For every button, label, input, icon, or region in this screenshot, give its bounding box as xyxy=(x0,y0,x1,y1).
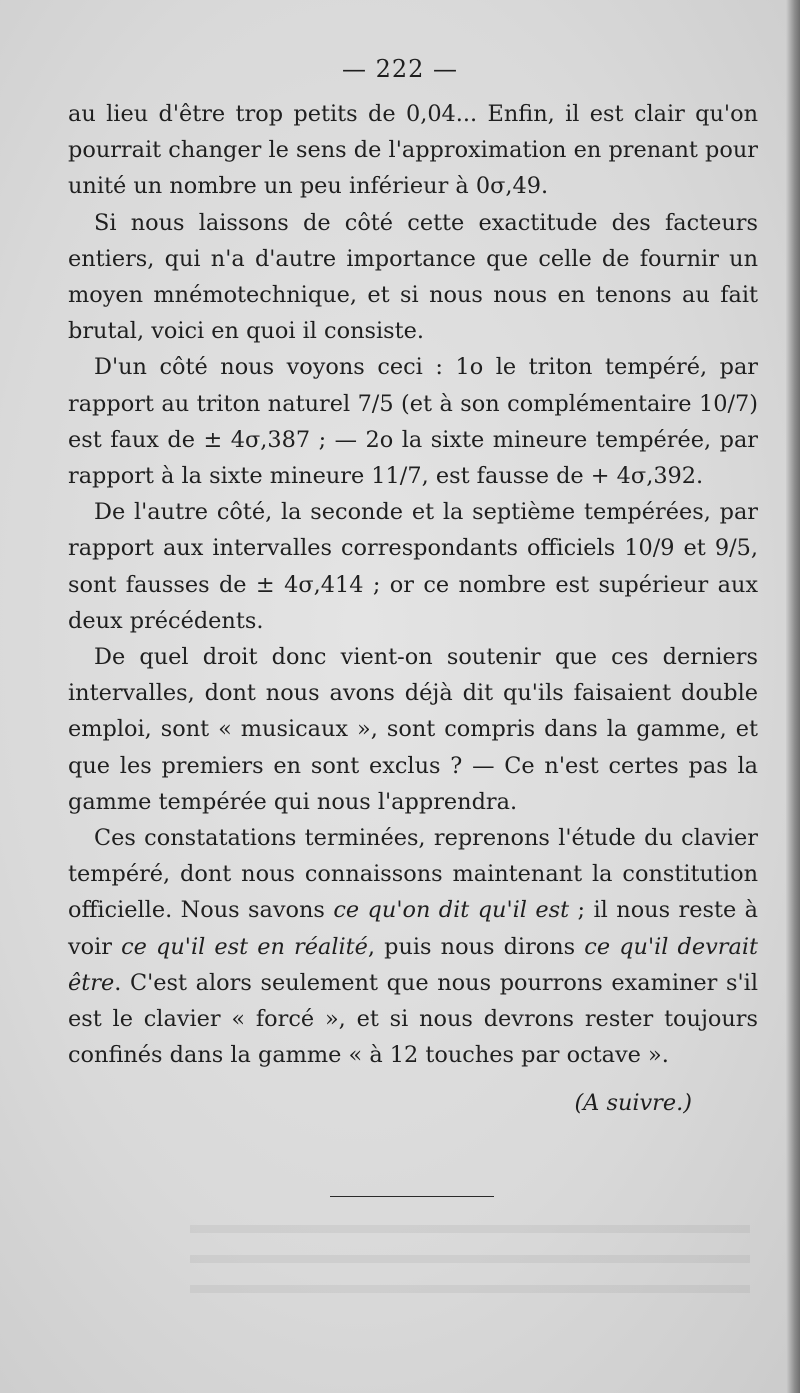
paragraph-4: De l'autre côté, la seconde et la septième tempérées, par rapport aux intervalles correspondants officiels 10/9 et 9/5, sont fausses de ± 4σ,414 ; or ce nombre est supérieur aux deux précédents. xyxy=(68,499,758,634)
paragraph-6-part-2: ; il nous reste à voir xyxy=(68,897,758,960)
paragraph-6-part-1: Ces constatations terminées, reprenons l'étude du clavier tempéré, dont nous connaissons maintenant la constitution officielle. Nous savons xyxy=(68,825,758,924)
paragraph-3: D'un côté nous voyons ceci : 1o le triton tempéré, par rapport au triton naturel 7/5 (et à son complémentaire 10/7) est faux de ± 4σ,387 ; — 2o la sixte mineure tempérée, par rapport à la sixte mineure 11/7, est fausse de + 4σ,392. xyxy=(68,354,758,490)
paragraph-6-part-3: , puis nous dirons xyxy=(367,933,585,960)
end-rule xyxy=(330,1196,494,1197)
paragraph-6-italic-1: ce qu'on dit qu'il est xyxy=(333,897,570,924)
paragraph-6-italic-2: ce qu'il est en réalité xyxy=(121,933,368,960)
paragraph-6 xyxy=(68,820,758,1073)
paragraph-6-part-4: . C'est alors seulement que nous pourrons examiner s'il est le clavier « forcé », et si nous devrons rester toujours confinés dans la gamme « à 12 touches par octave ». xyxy=(68,969,758,1069)
paragraph-2: Si nous laissons de côté cette exactitude des facteurs entiers, qui n'a d'autre importance que celle de fournir un moyen mnémotechnique, et si nous nous en tenons au fait brutal, voici en quoi il consiste. xyxy=(68,209,758,345)
page-edge-shadow xyxy=(786,0,800,1393)
paragraph-1: au lieu d'être trop petits de 0,04... Enfin, il est clair qu'on pourrait changer le sens de l'approximation en prenant pour unité un nombre un peu inférieur à 0σ,49. xyxy=(68,101,758,200)
paragraph-5: De quel droit donc vient-on soutenir que ces derniers intervalles, dont nous avons déjà dit qu'ils faisaient double emploi, sont « musicaux », sont compris dans la gamme, et que les premiers en sont exclus ? — Ce n'est certes pas la gamme tempérée qui nous l'apprendra. xyxy=(68,644,758,815)
paragraph-6-italic-3: ce qu'il devrait être xyxy=(68,933,758,996)
continuation-note: (A suivre.) xyxy=(574,1090,692,1116)
body-text xyxy=(68,96,758,1073)
bleed-through-texture xyxy=(190,1225,750,1315)
page-number: — 222 — xyxy=(341,55,459,83)
